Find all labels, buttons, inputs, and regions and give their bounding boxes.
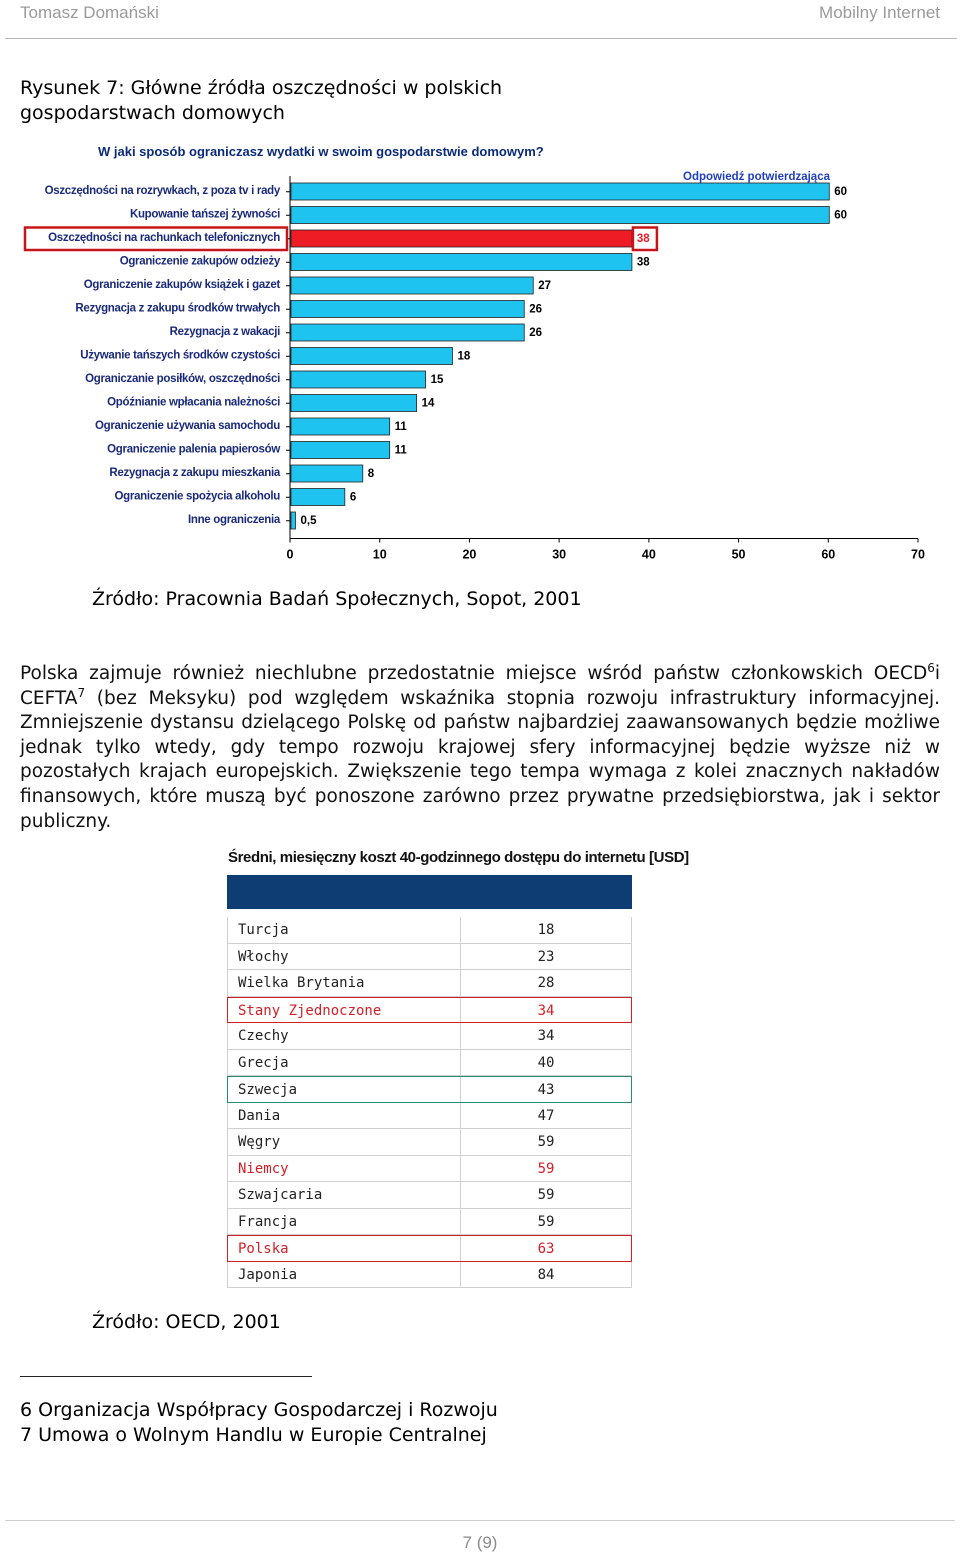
cost-cell: 84	[537, 1266, 555, 1283]
country-cell: Wielka Brytania	[238, 975, 365, 991]
category-label: Oszczędności na rachunkach telefonicznych	[48, 232, 280, 244]
cost-cell: 43	[537, 1082, 555, 1098]
cost-cell: 23	[537, 948, 555, 965]
bar	[291, 442, 390, 459]
cost-cell: 28	[537, 975, 555, 991]
category-label: Opóźnianie wpłacania należności	[107, 396, 280, 409]
table-row	[227, 970, 632, 997]
value-label: 18	[457, 350, 471, 363]
country-cell: Włochy	[238, 948, 289, 965]
value-label: 60	[834, 209, 848, 222]
bar	[291, 348, 452, 365]
x-tick-label: 10	[372, 547, 387, 562]
table-row	[227, 1076, 632, 1103]
country-cell: Szwecja	[238, 1082, 298, 1098]
footnote-6: 6 Organizacja Współpracy Gospodarczej i Rozwoju	[20, 1399, 498, 1421]
paragraph-part-3: (bez Meksyku) pod względem wskaźnika stopnia rozwoju infrastruktury informacyjnej. Zmniejszenie dystansu dzielącego Polskę od państw najbardziej zaawansowanych będzie możliwe jednak tylko wtedy, gdy tempo rozwoju krajowej sfery informacyjnej będzie wyższe niż w pozostałych krajach europejskich. Zwiększenie tego tempa wymaga z kolei znacznych nakładów finansowych, które muszą być ponoszone zarówno przez prywatne przedsiębiorstwa, jak i sektor publiczny.	[20, 687, 940, 832]
page-number: 7 (9)	[462, 1533, 498, 1552]
bar	[291, 395, 417, 412]
chart-title: W jaki sposób ograniczasz wydatki w swoim gospodarstwie domowym?	[98, 144, 544, 159]
footnote-ref-6[interactable]: 6	[927, 660, 935, 675]
paragraph-part-1: Polska zajmuje również niechlubne przedostatnie miejsce wśród państw członkowskich OECD	[20, 663, 928, 684]
value-label: 60	[834, 186, 848, 198]
table-row	[227, 997, 632, 1024]
country-cell: Francja	[238, 1213, 298, 1230]
category-label: Używanie tańszych środków czystości	[80, 349, 280, 362]
value-label: 11	[394, 421, 407, 433]
table-row	[227, 1156, 632, 1183]
header-title: Mobilny Internet	[819, 3, 940, 22]
cost-cell: 34	[537, 1002, 555, 1019]
table-source: Źródło: OECD, 2001	[92, 1311, 281, 1333]
category-label: Oszczędności na rozrywkach, z poza tv i rady	[44, 185, 280, 197]
savings-bar-chart	[20, 140, 940, 570]
table-row	[227, 1023, 632, 1050]
x-tick-label: 60	[821, 547, 836, 562]
cost-cell: 59	[537, 1134, 555, 1150]
bar	[291, 512, 295, 529]
table-row	[227, 1182, 632, 1209]
bar	[291, 324, 524, 341]
country-cell: Japonia	[238, 1266, 298, 1283]
category-label: Inne ograniczenia	[187, 514, 280, 526]
bar	[291, 230, 632, 247]
paragraph-part-2: i CEFTA	[20, 663, 940, 709]
value-label: 14	[421, 397, 435, 410]
category-label: Kupowanie tańszej żywności	[129, 208, 280, 221]
cost-cell: 63	[537, 1241, 555, 1257]
bar	[291, 418, 390, 435]
x-tick-label: 30	[552, 547, 567, 562]
x-tick-label: 70	[911, 547, 925, 562]
value-label: 38	[636, 233, 650, 245]
table-row	[227, 944, 632, 971]
country-cell: Grecja	[238, 1054, 289, 1071]
table-row	[227, 1050, 632, 1077]
category-label: Ograniczenie zakupów książek i gazet	[83, 279, 280, 291]
footer-rule	[5, 1520, 955, 1521]
cost-cell: 18	[537, 922, 555, 938]
cost-table-title: Średni, miesięczny koszt 40-godzinnego dostępu do internetu [USD]	[228, 849, 689, 866]
footnote-rule	[20, 1376, 312, 1377]
country-cell: Szwajcaria	[238, 1187, 323, 1203]
value-label: 11	[394, 444, 407, 457]
footnotes	[20, 1398, 498, 1448]
table-row	[227, 1262, 632, 1289]
body-paragraph	[20, 662, 940, 834]
x-tick-label: 40	[641, 547, 656, 562]
series-label: Odpowiedź potwierdzająca	[683, 171, 830, 183]
table-row	[227, 1103, 632, 1130]
footnote-ref-7[interactable]: 7	[77, 685, 86, 700]
value-label: 26	[529, 303, 543, 316]
category-label: Ograniczenie spożycia alkoholu	[114, 490, 280, 503]
table-row	[227, 1129, 632, 1156]
value-label: 6	[349, 491, 357, 504]
bar	[291, 465, 363, 482]
header-author: Tomasz Domański	[20, 3, 159, 22]
bar	[291, 371, 426, 388]
bar	[291, 301, 524, 318]
cost-cell: 59	[537, 1213, 555, 1230]
bar	[291, 254, 632, 271]
cost-cell: 40	[537, 1054, 555, 1071]
value-label: 0,5	[300, 515, 317, 527]
category-label: Ograniczenie zakupów odzieży	[119, 255, 280, 268]
table-row	[227, 1235, 632, 1262]
bar	[291, 183, 829, 200]
category-label: Ograniczanie posiłków, oszczędności	[85, 373, 280, 385]
bar	[291, 277, 533, 294]
country-cell: Czechy	[238, 1028, 289, 1044]
value-label: 26	[529, 327, 543, 339]
x-tick-label: 50	[731, 547, 746, 562]
table-row	[227, 917, 632, 944]
category-label: Ograniczenie używania samochodu	[95, 420, 280, 432]
cost-cell: 59	[537, 1187, 555, 1203]
country-cell: Niemcy	[238, 1160, 289, 1177]
category-label: Rezygnacja z wakacji	[169, 326, 280, 338]
value-label: 38	[636, 256, 650, 269]
country-cell: Polska	[238, 1241, 289, 1257]
cost-cell: 59	[537, 1160, 555, 1177]
country-cell: Stany Zjednoczone	[238, 1002, 382, 1019]
table-gap	[227, 909, 632, 917]
table-header-bar	[227, 875, 632, 909]
table-row	[227, 1209, 632, 1236]
value-label: 27	[538, 280, 552, 292]
page-header	[20, 0, 940, 38]
x-tick-label: 20	[462, 547, 477, 562]
value-label: 15	[430, 374, 444, 386]
value-label: 8	[367, 468, 375, 480]
x-tick-label: 0	[286, 547, 294, 562]
category-label: Rezygnacja z zakupu mieszkania	[109, 467, 280, 479]
category-label: Rezygnacja z zakupu środków trwałych	[75, 302, 280, 315]
internet-cost-table	[227, 875, 632, 1288]
country-cell: Turcja	[238, 922, 289, 938]
figure-caption: Rysunek 7: Główne źródła oszczędności w polskich gospodarstwach domowych	[20, 77, 503, 124]
country-cell: Dania	[238, 1107, 281, 1124]
bar	[291, 207, 829, 224]
category-label: Ograniczenie palenia papierosów	[107, 443, 280, 456]
cost-cell: 47	[537, 1107, 555, 1124]
figure-source: Źródło: Pracownia Badań Społecznych, Sopot, 2001	[92, 588, 582, 610]
footnote-7: 7 Umowa o Wolnym Handlu w Europie Centralnej	[20, 1424, 487, 1446]
country-cell: Węgry	[238, 1134, 281, 1150]
cost-cell: 34	[537, 1028, 555, 1044]
header-rule	[5, 38, 957, 39]
bar	[291, 489, 345, 506]
